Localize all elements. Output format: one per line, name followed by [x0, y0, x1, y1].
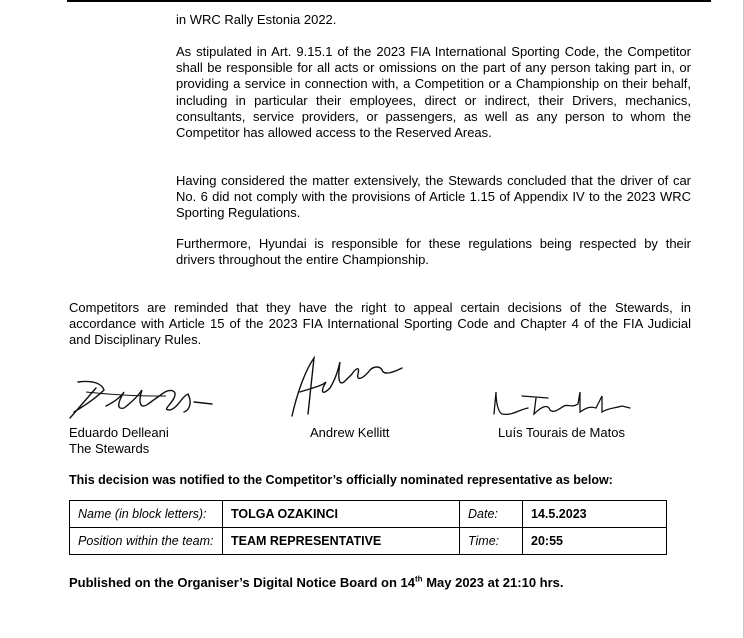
paragraph-conclusion: Having considered the matter extensively, the Stewards concluded that the driver of car No. 6 did not comply with the provisions of Article 1.15 of Appendix IV to the 2023 WRC Sporting Regulations.: [176, 173, 691, 221]
paragraph-responsibility: As stipulated in Art. 9.15.1 of the 2023 FIA International Sporting Code, the Competitor shall be responsible for all acts or omissions on the part of any person taking part in, or providing a service in connection with, a Competition or a Championship on their behalf, including in particular their employees, direct or indirect, their Drivers, mechanics, consultants, service providers, or passengers, as well as any person to whom the Competitor has allowed access to the Reserved Areas.: [176, 44, 691, 141]
published-prefix: Published on the Organiser’s Digital Notice Board on 14: [69, 575, 416, 590]
signature-tourais: [488, 386, 634, 420]
top-rule: [67, 0, 711, 2]
position-label: Position within the team:: [70, 528, 223, 555]
steward-delleani-name: Eduardo Delleani: [69, 425, 169, 440]
paragraph-hyundai: Furthermore, Hyundai is responsible for these regulations being respected by their drivers throughout the entire Championship.: [176, 236, 691, 268]
published-statement: [69, 575, 564, 590]
time-value: 20:55: [523, 528, 667, 555]
date-label: Date:: [460, 501, 523, 528]
name-label: Name (in block letters):: [70, 501, 223, 528]
date-value: 14.5.2023: [523, 501, 667, 528]
representative-table: [69, 500, 667, 555]
position-value: TEAM REPRESENTATIVE: [223, 528, 460, 555]
steward-tourais-name: Luís Tourais de Matos: [498, 425, 625, 440]
table-row: [70, 501, 667, 528]
name-value: TOLGA OZAKINCI: [223, 501, 460, 528]
notification-statement: This decision was notified to the Competitor’s officially nominated representative as below:: [69, 473, 613, 487]
table-row: [70, 528, 667, 555]
time-label: Time:: [460, 528, 523, 555]
published-sup: th: [415, 574, 423, 584]
signature-kellitt: [286, 352, 406, 420]
signature-delleani: [66, 372, 216, 424]
paragraph-event: in WRC Rally Estonia 2022.: [176, 12, 337, 27]
steward-kellitt-name: Andrew Kellitt: [310, 425, 390, 440]
stewards-role: The Stewards: [69, 441, 150, 456]
published-suffix: May 2023 at 21:10 hrs.: [422, 575, 564, 590]
paragraph-appeal: Competitors are reminded that they have the right to appeal certain decisions of the Stewards, in accordance with Article 15 of the 2023 FIA International Sporting Code and Chapter 4 of the FIA Judicial and Disciplinary Rules.: [69, 300, 691, 348]
